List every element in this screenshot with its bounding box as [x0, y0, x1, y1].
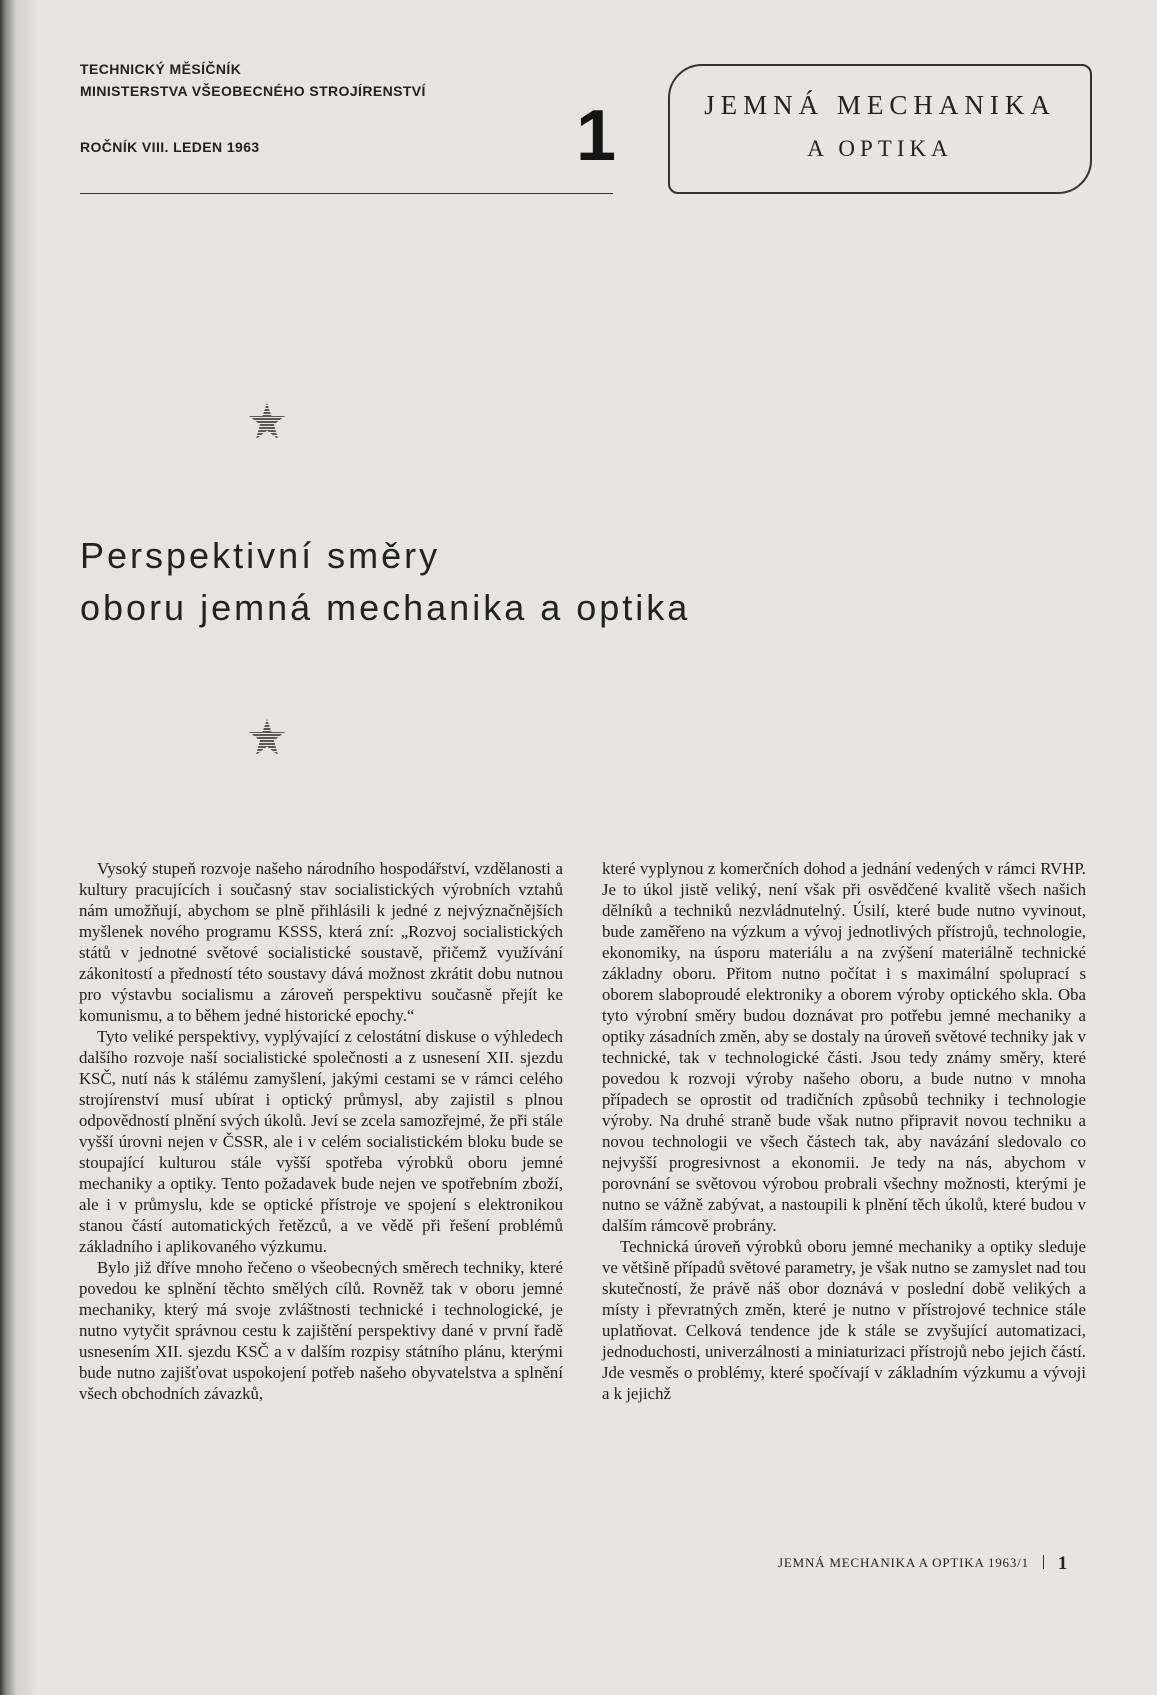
masthead: [80, 58, 610, 158]
magazine-title-line2: A OPTIKA: [807, 136, 953, 161]
volume-date-line: ROČNÍK VIII. LEDEN 1963: [80, 139, 260, 155]
masthead-rule: [80, 193, 613, 194]
issue-number: 1: [576, 96, 617, 176]
paragraph: Tyto veliké perspektivy, vyplývající z celostátní diskuse o výhledech dalšího rozvoje naší socialistické společnosti a z usnesení XII. sjezdu KSČ, nutí nás k stálému zamyšlení, jakými cestami se v rámci celého strojírenství musí ubírat i optický průmysl, aby zajistil s plnou odpovědností plnění svých úkolů. Jeví se zcela samozřejmé, že při stále vyšší úrovni nejen v ČSSR, ale i v celém socialistickém bloku bude se stoupající kulturou stále vyšší spotřeba výrobků oboru jemné mechaniky a optiky. Tento požadavek bude nejen ve spotřebním zboží, ale i v průmyslu, kde se optické přístroje ve spojení s elektronikou stanou částí automatických řetězců, a ve vědě při řešení problémů základního i aplikovaného výzkumu.: [79, 1027, 563, 1256]
striped-star-icon: [248, 718, 286, 758]
page-footer: [778, 1553, 1068, 1575]
publisher-line: TECHNICKÝ MĚSÍČNÍK: [80, 61, 242, 77]
magazine-title-line1: JEMNÁ MECHANIKA: [704, 90, 1056, 120]
magazine-title-box: [668, 64, 1092, 194]
article-column-right: [602, 858, 1086, 1404]
paragraph: Bylo již dříve mnoho řečeno o všeobecných směrech techniky, které povedou ke splnění těchto smělých cílů. Rovněž tak v oboru jemné mechaniky, který má svoje zvláštnosti technické i technologické, je nutno vytyčit správnou cestu k zajištění perspektivy dané v první řadě usnesením XII. sjezdu KSČ a v dalším rozpisy státního plánu, kterými bude nutno zajišťovat uspokojení potřeb našeho obyvatelstva a splnění všech obchodních závazků,: [79, 1258, 563, 1403]
running-title: JEMNÁ MECHANIKA A OPTIKA 1963/1: [778, 1555, 1029, 1570]
paragraph: Vysoký stupeň rozvoje našeho národního hospodářství, vzdělanosti a kultury pracujících i současný stav socialistických výrobních vztahů nám umožňují, abychom se plně přihlásili k jedné z nejvýznačnějších myšlenek nového programu KSSS, která zní: „Rozvoj socialistických států v jednotné světové socialistické soustavě, přičemž využívání zákonitostí a předností této soustavy dává možnost zkrátit dobu nutnou pro výstavbu socialismu a zároveň perspektivu současně přejít ke komunismu, a to během jedné historické epochy.“: [79, 859, 563, 1025]
paragraph: které vyplynou z komerčních dohod a jednání vedených v rámci RVHP. Je to úkol jistě veliký, není však při osvědčené kvalitě všech našich dělníků a techniků nezvládnutelný. Úsilí, které bude nutno vyvinout, bude zaměřeno na výzkum a vývoj jednotlivých přístrojů, technologie, ekonomiky, na úsporu materiálu a na zvýšení materiálně technické základny oboru. Přitom nutno počítat i s maximální spoluprací s oborem slaboproudé elektroniky a oborem výroby optického skla. Oba tyto výrobní směry budou doznávat pro potřebu jemné mechaniky a optiky zásadních změn, aby se dostaly na úroveň světové techniky jak v technické, tak v technologické části. Jsou tedy známy směry, které povedou k rozvoji výroby našeho oboru, a bude nutno v mnoha případech se oprostit od tradičních způsobů techniky i technologie výroby. Na druhé straně bude však nutno připravit novou techniku a novou technologii ve všech částech tak, aby navázání sledovalo co nejvyšší progresivnost a ekonomii. Je tedy na nás, abychom v porovnání se světovou výrobou probrali všechny možnosti, kterými je nutno se vážně zabývat, a nastoupili k plnění těch úkolů, které budou v dalším rámcově probrány.: [602, 859, 1086, 1235]
article-title: [80, 530, 690, 634]
striped-star-icon: [248, 402, 286, 442]
article-column-left: [79, 858, 563, 1404]
footer-divider: [1043, 1555, 1044, 1569]
article-title-line2: oboru jemná mechanika a optika: [80, 587, 691, 628]
article-title-line1: Perspektivní směry: [80, 535, 441, 576]
page-number: 1: [1057, 1553, 1069, 1574]
paragraph: Technická úroveň výrobků oboru jemné mechaniky a optiky sleduje ve většině případů světové parametry, je však nutno se zamyslet nad tou skutečností, že právě náš obor doznává v poslední době velikých a místy i převratných změn, které je nutno v přístrojové technice stále uplatňovat. Celková tendence jde k stále se zvyšující automatizaci, jednoduchosti, univerzálnosti a miniaturizaci přístrojů nebo jejich částí. Jde vesměs o problémy, které spočívají v základním výzkumu a vývoji a k jejichž: [602, 1237, 1086, 1403]
ministry-line: MINISTERSTVA VŠEOBECNÉHO STROJÍRENSTVÍ: [80, 83, 426, 99]
